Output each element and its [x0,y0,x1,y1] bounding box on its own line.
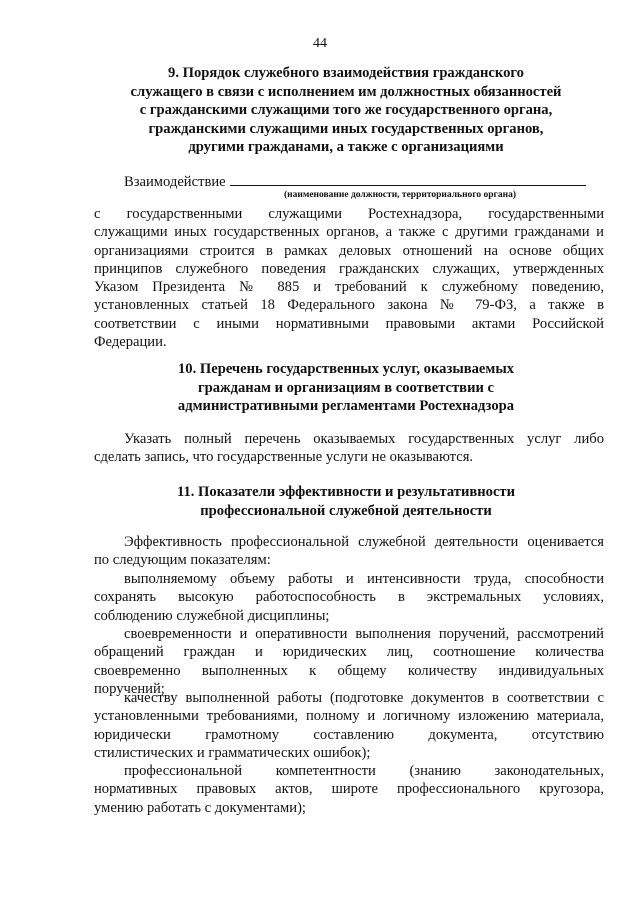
heading-line: гражданам и организациям в соответствии с [197,379,495,396]
text-line: организациями строится в рамках деловых отношений на основе общих [94,242,604,259]
text-line: нормативных правовых актов, широте профессионального кругозора, [94,781,604,798]
interaction-field [124,171,604,191]
text-line: принципов служебного поведения гражданских служащих, утвержденных [94,260,604,277]
text-line: своевременно выполненных к общему количеству индивидуальных [94,662,604,679]
section-10-heading [90,360,602,416]
section-9-heading [90,64,602,157]
text-line: умению работать с документами); [94,799,306,816]
text-line: с государственными служащими Ростехнадзора, государственными [94,206,604,222]
indicator-item [94,625,604,698]
heading-line: административными регламентами Ростехнадзора [177,398,515,414]
text-line: сделать запись, что государственные услуги не оказываются. [94,449,474,466]
section-10-body [94,430,604,467]
heading-line: другими гражданами, а также с организациями [188,139,504,155]
heading-line: гражданскими служащими иных государственных органов, [148,120,544,137]
text-line: профессиональной компетентности (знанию законодательных, [124,763,604,779]
text-line: Эффективность профессиональной служебной деятельности оценивается [124,534,604,550]
section-11-intro [94,533,604,570]
heading-line: профессиональной служебной деятельности [200,502,492,519]
text-line: сохранять высокую работоспособность в экстремальных условиях, [94,589,604,606]
text-line: установленными требованиями, полному и логичному изложению материала, [94,708,604,725]
indicator-item [94,762,604,817]
section-9-body [94,205,604,351]
text-line: по следующим показателям: [94,552,271,569]
heading-line: служащего в связи с исполнением им должностных обязанностей [130,83,562,100]
text-line: служащими иных государственных органов, а также с другими гражданами и [94,224,604,241]
text-line: стилистических и грамматических ошибок); [94,744,371,761]
text-line: Федерации. [94,334,167,351]
text-line: соответствии с иными нормативными правовыми актами Российской [94,315,604,332]
section-11-heading [90,483,602,520]
heading-line: 10. Перечень государственных услуг, оказываемых [177,361,515,377]
text-line: выполняемому объему работы и интенсивности труда, способности [124,571,604,587]
page-number: 44 [313,36,327,51]
text-line: обращений граждан и юридических лиц, соотношение количества [94,644,604,661]
text-line: качеству выполненной работы (подготовке документов в соответствии с [124,690,604,706]
text-line: Указать полный перечень оказываемых государственных услуг либо [124,431,604,447]
indicator-item [94,570,604,625]
text-line: поручений; [94,680,165,697]
text-line: соблюдению служебной дисциплины; [94,607,330,624]
text-line: юридически грамотному составлению документа, отсутствию [94,726,604,743]
text-line: Указом Президента № 885 и требований к служебному поведению, [94,279,604,296]
indicator-item [94,689,604,762]
heading-line: 9. Порядок служебного взаимодействия гражданского [168,65,524,81]
text-line: установленных статьей 18 Федерального закона № 79-ФЗ, а также в [94,297,604,314]
interaction-label: Взаимодействие [124,174,226,190]
fill-in-blank [230,171,586,186]
blank-caption: (наименование должности, территориального органа) [283,190,516,200]
heading-line: 11. Показатели эффективности и результативности [176,484,516,500]
heading-line: с гражданскими служащими того же государственного органа, [139,102,553,118]
text-line: своевременности и оперативности выполнения поручений, рассмотрений [124,626,604,642]
